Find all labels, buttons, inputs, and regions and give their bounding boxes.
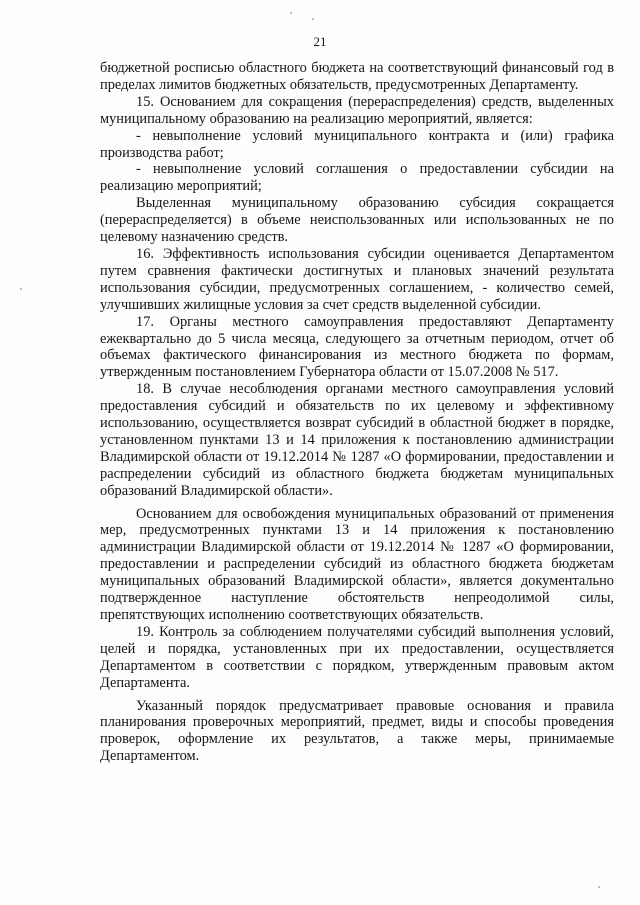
scan-speck <box>598 886 600 888</box>
scan-speck <box>20 288 22 290</box>
paragraph-item-18: 18. В случае несоблюдения органами местного самоуправления условий предоставления субсидий и обязательств по их целевому и эффективному использованию, осуществляется возврат субсидий в областной бюджет в порядке, установленном пунктами 13 и 14 приложения к постановлению администрации Владимирской области от 19.12.2014 № 1287 «О формировании, предоставлении и распределении субсидий из областного бюджета бюджетам муниципальных образований Владимирской области». <box>100 381 614 499</box>
paragraph-item-15: 15. Основанием для сокращения (перераспределения) средств, выделенных муниципальному образованию на реализацию мероприятий, является: <box>100 93 614 127</box>
paragraph-item-16: 16. Эффективность использования субсидии оценивается Департаментом путем сравнения фактически достигнутых и плановых значений результата использования субсидии, предусмотренных соглашением, - количество семей, улучшивших жилищные условия за счет средств выделенной субсидии. <box>100 245 614 313</box>
scan-speck <box>290 12 292 14</box>
page-number: 21 <box>313 34 327 49</box>
paragraph-bullet-contract: - невыполнение условий муниципального контракта и (или) графика производства работ; <box>100 127 614 161</box>
paragraph-item-19: 19. Контроль за соблюдением получателями субсидий выполнения условий, целей и порядка, установленных при их предоставлении, осуществляется Департаментом в соответствии с порядком, утвержденным правовым актом Департамента. <box>100 623 614 691</box>
paragraph-release-grounds: Основанием для освобождения муниципальных образований от применения мер, предусмотренных пунктами 13 и 14 приложения к постановлению администрации Владимирской области от 19.12.2014 № 1287 «О формировании, предоставлении и распределении субсидий из областного бюджета бюджетам муниципальных образований Владимирской области», является документально подтвержденное наступление обстоятельств непреодолимой силы, препятствующих исполнению соответствующих обязательств. <box>100 505 614 623</box>
paragraph-procedure: Указанный порядок предусматривает правовые основания и правила планирования проверочных мероприятий, предмет, виды и способы проведения проверок, оформление их результатов, а также меры, принимаемые Департаментом. <box>100 697 614 765</box>
paragraph-bullet-agreement: - невыполнение условий соглашения о предоставлении субсидии на реализацию мероприятий; <box>100 161 614 195</box>
scan-speck <box>312 18 314 20</box>
paragraph-item-17: 17. Органы местного самоуправления предоставляют Департаменту ежеквартально до 5 числа месяца, следующего за отчетным периодом, отчет об объемах фактического финансирования из местного бюджета по формам, утвержденным постановлением Губернатора области от 15.07.2008 № 517. <box>100 313 614 381</box>
paragraph-subsidy-reduction: Выделенная муниципальному образованию субсидия сокращается (перераспределяется) в объеме неиспользованных или использованных не по целевому назначению средств. <box>100 195 614 246</box>
document-body <box>100 60 614 765</box>
paragraph-continuation: бюджетной росписью областного бюджета на соответствующий финансовый год в пределах лимитов бюджетных обязательств, предусмотренных Департаменту. <box>100 60 614 93</box>
